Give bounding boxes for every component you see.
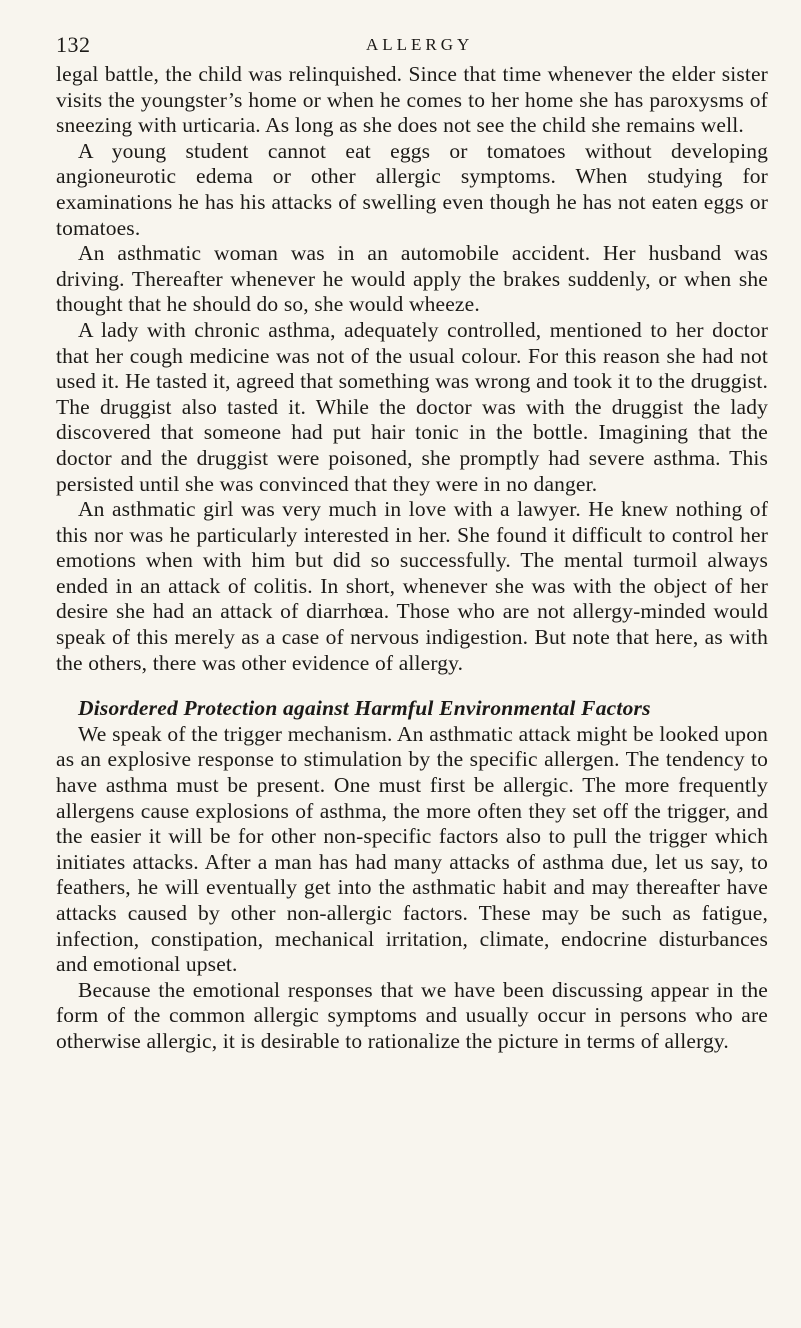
- book-page: [56, 28, 768, 1055]
- section-heading: Disordered Protection against Harmful Environmental Factors: [78, 696, 651, 721]
- running-head: [56, 28, 768, 62]
- paragraph: We speak of the trigger mechanism. An asthmatic attack might be looked upon as an explosive response to stimulation by the specific allergen. The tendency to have asthma must be present. One must first be allergic. The more frequently allergens cause explosions of asthma, the more often they set off the trigger, and the easier it will be for other non-specific factors also to pull the trigger which initiates attacks. After a man has had many attacks of asthma due, let us say, to feathers, he will eventually get into the asthmatic habit and may thereafter have attacks caused by other non-allergic factors. These may be such as fatigue, infection, constipation, mechanical irritation, climate, endocrine disturbances and emotional upset.: [56, 721, 768, 977]
- page-number: 132: [56, 32, 91, 57]
- paragraph: A lady with chronic asthma, adequately controlled, mentioned to her doctor that her cough medicine was not of the usual colour. For this reason she had not used it. He tasted it, agreed that something was wrong and took it to the druggist. The druggist also tasted it. While the doctor was with the druggist the lady discovered that someone had put hair tonic in the bottle. Imagining that the doctor and the druggist were poisoned, she promptly had severe asthma. This persisted until she was convinced that they were in no danger.: [56, 317, 768, 496]
- paragraph: An asthmatic woman was in an automobile accident. Her husband was driving. Thereafter whenever he would apply the brakes suddenly, or when she thought that he should do so, she would wheeze.: [56, 241, 768, 317]
- paragraph: Because the emotional responses that we have been discussing appear in the form of the common allergic symptoms and usually occur in persons who are otherwise allergic, it is desirable to rationalize the picture in terms of allergy.: [56, 977, 768, 1053]
- body-text: [56, 62, 768, 1055]
- paragraph: An asthmatic girl was very much in love with a lawyer. He knew nothing of this nor was he particularly interested in her. She found it difficult to control her emotions when with him but did so successfully. The mental turmoil always ended in an attack of colitis. In short, whenever she was with the object of her desire she had an attack of diarrhœa. Those who are not allergy-minded would speak of this merely as a case of nervous indigestion. But note that here, as with the others, there was other evidence of allergy.: [56, 497, 768, 675]
- running-title: ALLERGY: [366, 35, 474, 54]
- paragraph: legal battle, the child was relinquished. Since that time whenever the elder sister visits the youngster’s home or when he comes to her home she has paroxysms of sneezing with urticaria. As long as she does not see the child she remains well.: [56, 62, 768, 138]
- paragraph: A young student cannot eat eggs or tomatoes without developing angioneurotic edema or other allergic symptoms. When studying for examinations he has his attacks of swelling even though he has not eaten eggs or tomatoes.: [56, 138, 768, 240]
